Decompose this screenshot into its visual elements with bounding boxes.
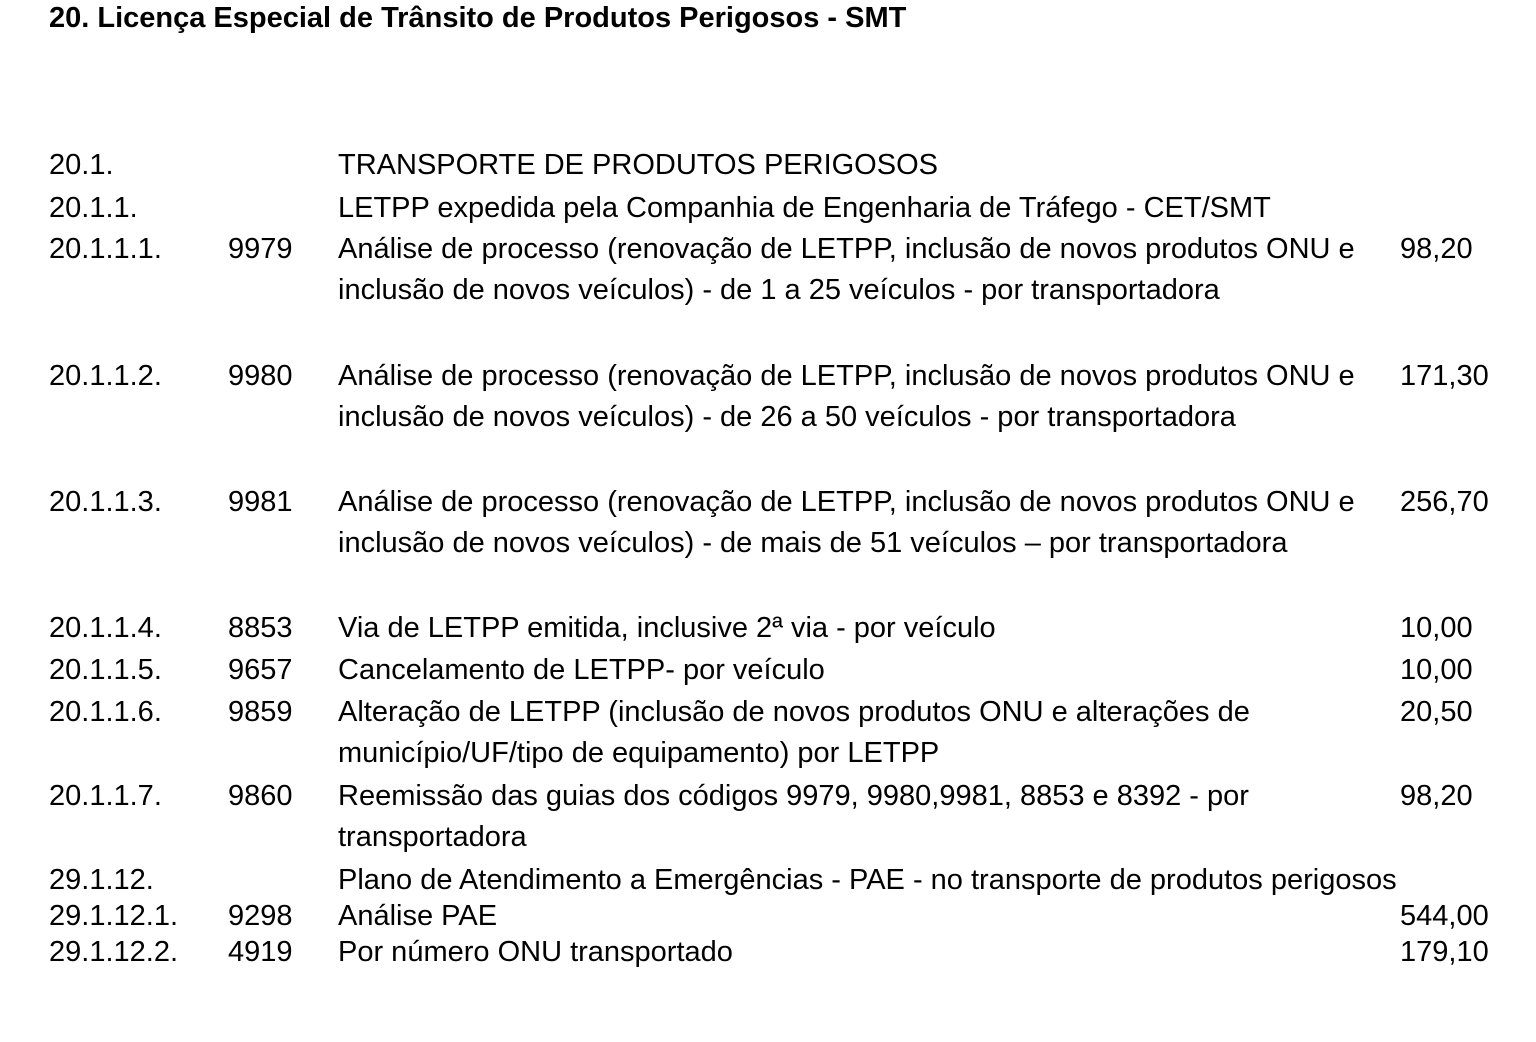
item-code: 9859	[228, 696, 293, 728]
item-number: 29.1.12.	[49, 864, 154, 896]
item-number: 20.1.1.3.	[49, 486, 162, 518]
item-price: 171,30	[1400, 360, 1489, 392]
item-number: 20.1.1.5.	[49, 654, 162, 686]
item-number: 20.1.	[49, 149, 114, 181]
item-price: 256,70	[1400, 486, 1489, 518]
item-description: Análise de processo (renovação de LETPP, inclusão de novos produtos ONU e inclusão de novos veículos) - de 1 a 25 veículos - por transportadora	[338, 233, 1355, 306]
item-price: 544,00	[1400, 900, 1489, 932]
item-description: TRANSPORTE DE PRODUTOS PERIGOSOS	[338, 149, 938, 181]
item-description: Via de LETPP emitida, inclusive 2ª via - por veículo	[338, 612, 996, 644]
item-description: Análise de processo (renovação de LETPP, inclusão de novos produtos ONU e inclusão de novos veículos) - de 26 a 50 veículos - por transportadora	[338, 360, 1355, 433]
item-description: LETPP expedida pela Companhia de Engenharia de Tráfego - CET/SMT	[338, 192, 1271, 224]
item-code: 9657	[228, 654, 293, 686]
item-code: 8853	[228, 612, 293, 644]
item-code: 9980	[228, 360, 293, 392]
item-description: Por número ONU transportado	[338, 936, 733, 968]
item-number: 29.1.12.2.	[49, 936, 178, 968]
item-number: 20.1.1.6.	[49, 696, 162, 728]
item-number: 20.1.1.	[49, 192, 138, 224]
item-code: 9979	[228, 233, 293, 265]
item-price: 10,00	[1400, 612, 1473, 644]
item-number: 20.1.1.7.	[49, 780, 162, 812]
page-title: 20. Licença Especial de Trânsito de Produtos Perigosos - SMT	[49, 2, 907, 34]
item-number: 20.1.1.2.	[49, 360, 162, 392]
item-price: 98,20	[1400, 780, 1473, 812]
item-price: 179,10	[1400, 936, 1489, 968]
item-number: 20.1.1.1.	[49, 233, 162, 265]
item-number: 20.1.1.4.	[49, 612, 162, 644]
item-price: 98,20	[1400, 233, 1473, 265]
item-description: Reemissão das guias dos códigos 9979, 9980,9981, 8853 e 8392 - por transportadora	[338, 780, 1249, 853]
item-price: 10,00	[1400, 654, 1473, 686]
item-code: 9860	[228, 780, 293, 812]
item-description: Plano de Atendimento a Emergências - PAE - no transporte de produtos perigosos	[338, 864, 1397, 896]
item-number: 29.1.12.1.	[49, 900, 178, 932]
item-description: Análise de processo (renovação de LETPP, inclusão de novos produtos ONU e inclusão de novos veículos) - de mais de 51 veículos – por transportadora	[338, 486, 1355, 559]
item-code: 4919	[228, 936, 293, 968]
item-description: Alteração de LETPP (inclusão de novos produtos ONU e alterações de município/UF/tipo de equipamento) por LETPP	[338, 696, 1250, 769]
item-price: 20,50	[1400, 696, 1473, 728]
item-code: 9981	[228, 486, 293, 518]
item-description: Análise PAE	[338, 900, 498, 932]
item-code: 9298	[228, 900, 293, 932]
item-description: Cancelamento de LETPP- por veículo	[338, 654, 825, 686]
